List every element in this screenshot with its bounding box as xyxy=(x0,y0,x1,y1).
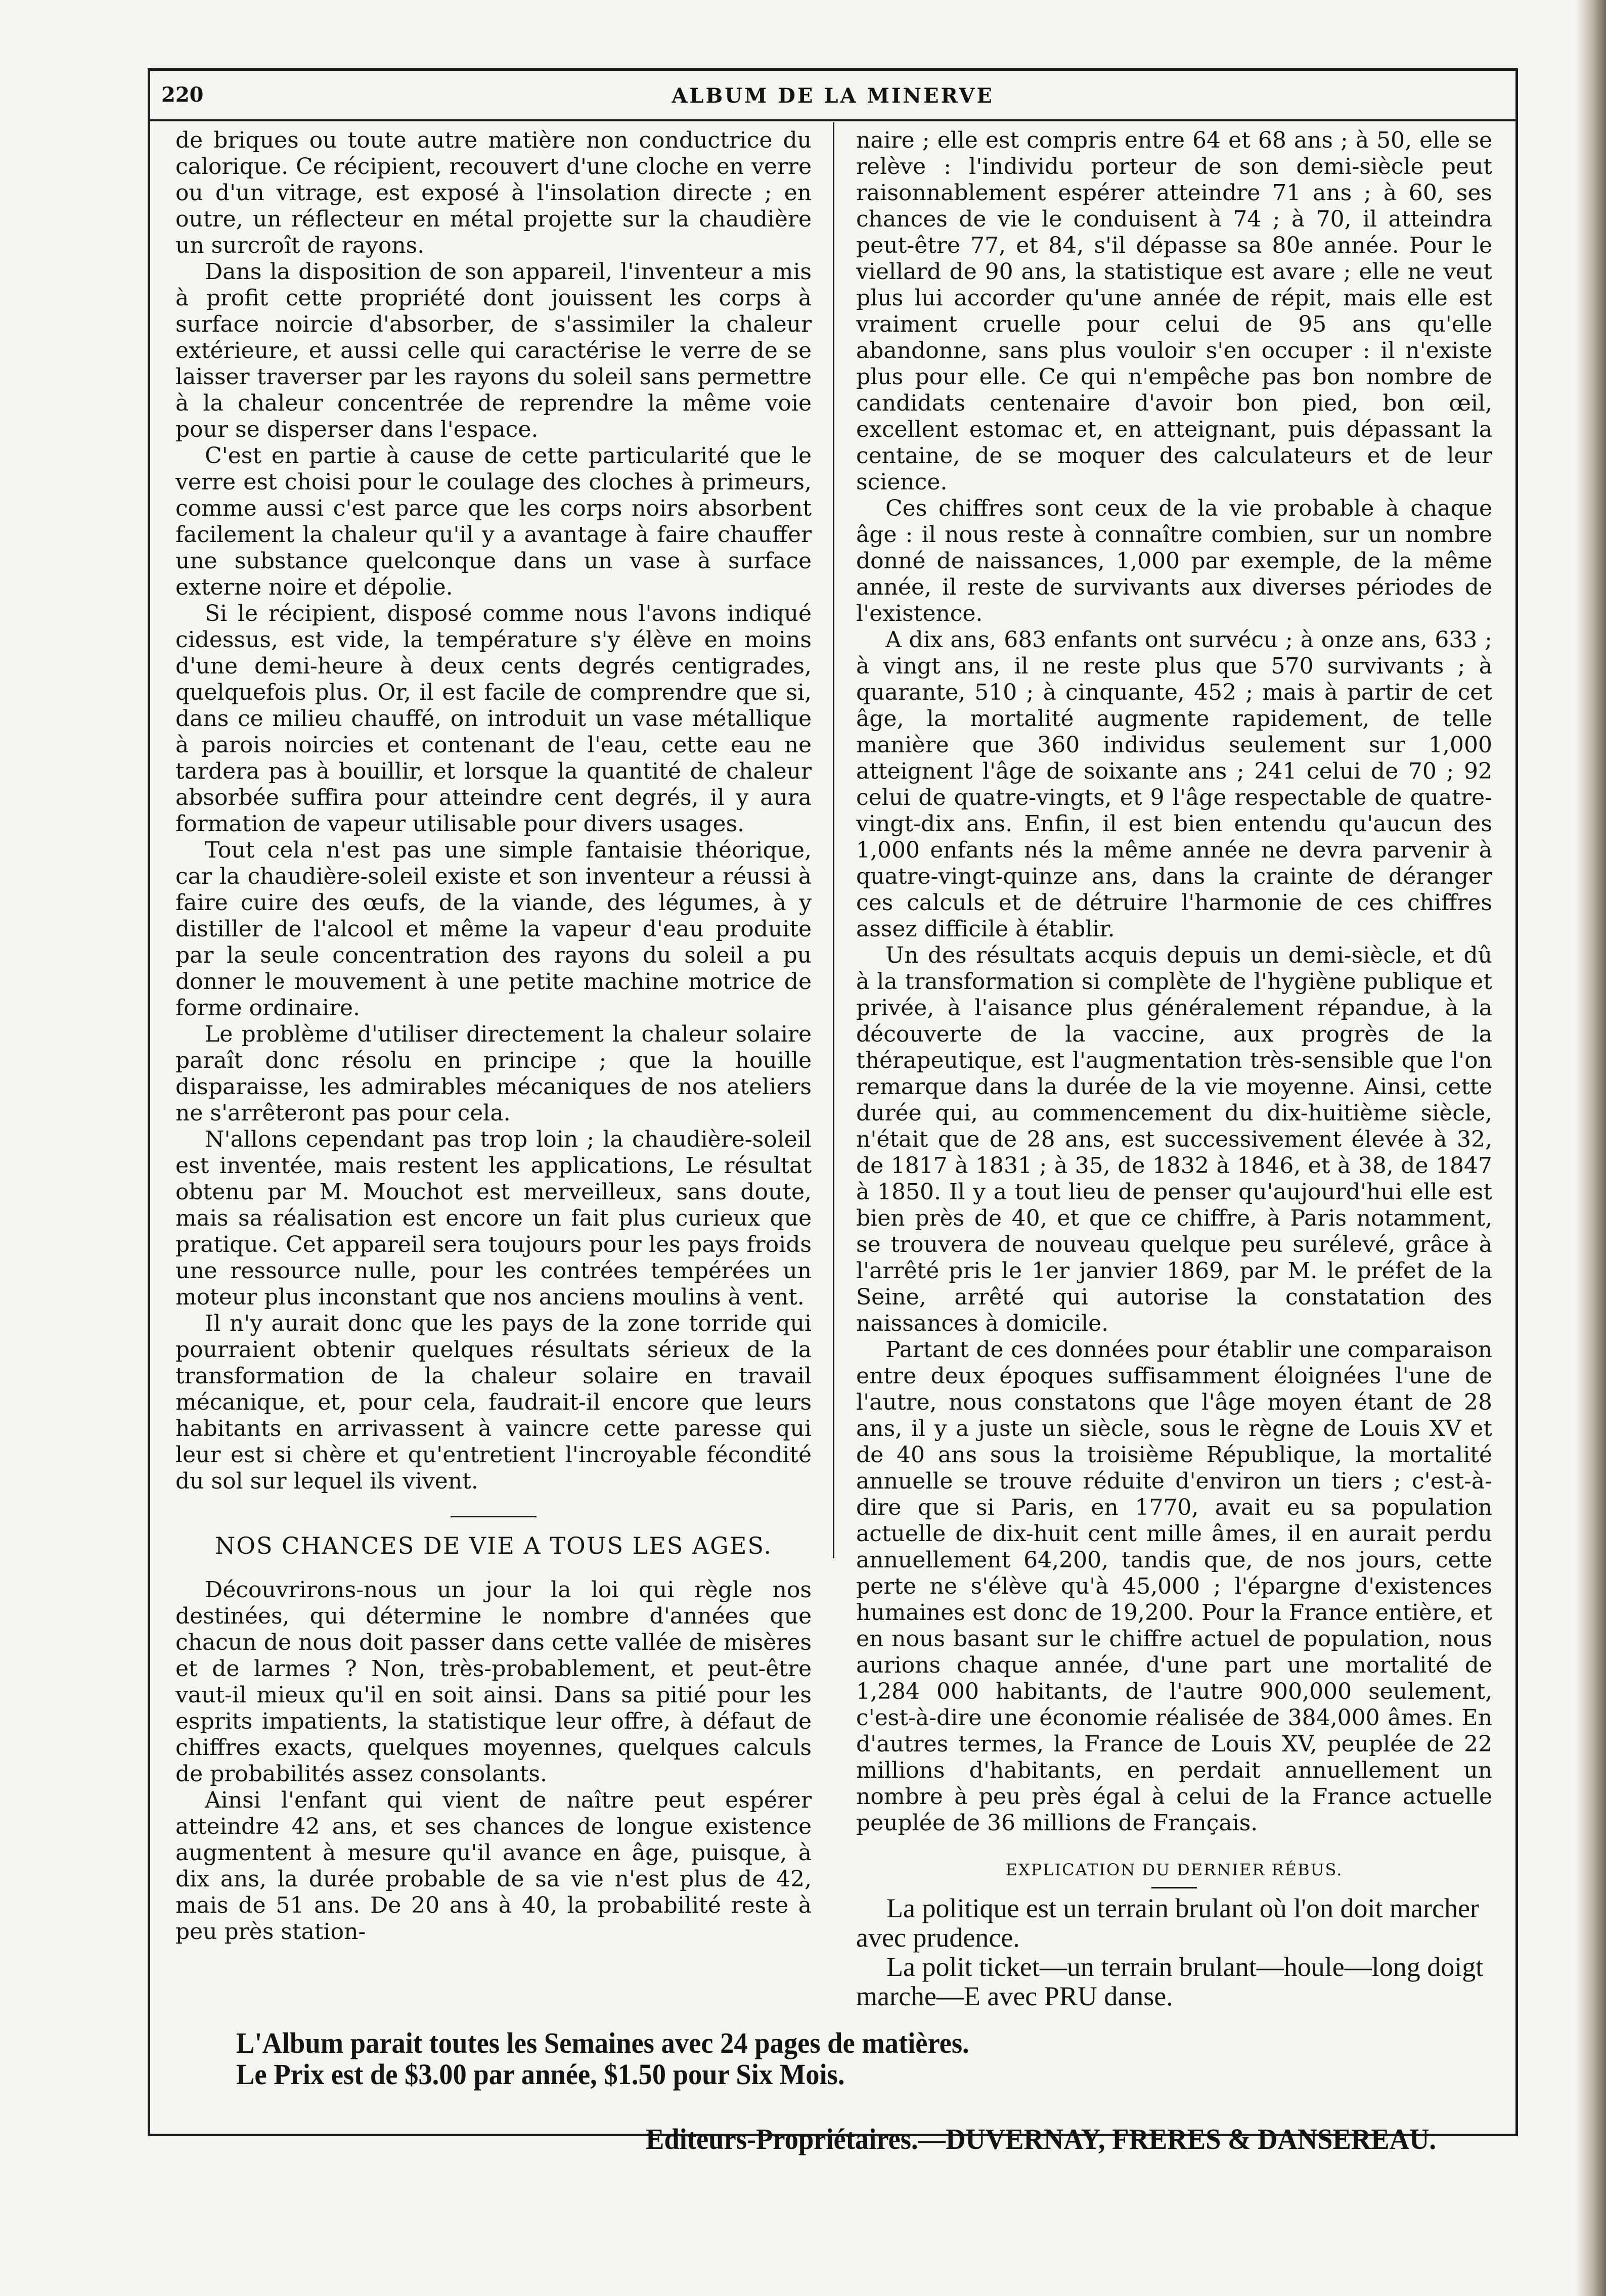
paragraph: Si le récipient, disposé comme nous l'avons indiqué cidessus, est vide, la température s'y élève en moins d'une demi-heure à deux cents degrés centigrades, quelquefois plus. Or, il est facile de comprendre que si, dans ce milieu chauffé, on introduit un vase métallique à parois noircies et contenant de l'eau, cette eau ne tardera pas à bouillir, et lorsque la quantité de chaleur absorbée suffira pour atteindre cent degrés, il y aura formation de vapeur utilisable pour divers usages. xyxy=(175,601,812,837)
paragraph: Partant de ces données pour établir une comparaison entre deux époques suffisamment éloignées l'une de l'autre, nous constatons que l'âge moyen étant de 28 ans, il y a juste un siècle, sous le règne de Louis XV et de 40 ans sous la troisième République, la mortalité annuelle se trouve réduite d'environ un tiers ; c'est-à-dire que si Paris, en 1770, avait eu sa population actuelle de dix-huit cent mille âmes, il en aurait perdu annuellement 64,200, tandis que, de nos jours, cette perte ne s'élève qu'à 45,000 ; l'épargne d'existences humaines est donc de 19,200. Pour la France entière, et en nous basant sur le chiffre actuel de population, nous aurions chaque année, d'une part une mortalité de 1,284 000 habitants, de l'autre 900,000 seulement, c'est-à-dire une économie réalisée de 384,000 âmes. En d'autres termes, la France de Louis XV, peuplée de 22 millions d'habitants, en perdait annuellement un nombre à peu près égal à celui de la France actuelle peuplée de 36 millions de Français. xyxy=(856,1337,1492,1836)
rebus-separator xyxy=(1151,1887,1197,1888)
rebus-answer xyxy=(856,1894,1492,2011)
paragraph: naire ; elle est compris entre 64 et 68 ans ; à 50, elle se relève : l'individu porteur de son demi-siècle peut raisonnablement espérer atteindre 71 ans ; à 60, ses chances de vie le conduisent à 74 ; à 70, il atteindra peut-être 77, et 84, s'il dépasse sa 80e année. Pour le viellard de 90 ans, la statistique est avare ; elle ne veut plus lui accorder qu'une année de répit, mais elle est vraiment cruelle pour celui de 95 ans qu'elle abandonne, sans plus vouloir s'en occuper : il n'existe plus pour elle. Ce qui n'empêche pas bon nombre de candidats centenaire d'avoir bon pied, bon œil, excellent estomac et, en atteignant, puis dépassant la centaine, de se moquer des calculateurs et de leur science. xyxy=(856,127,1492,495)
section-title: NOS CHANCES DE VIE A TOUS LES AGES. xyxy=(215,1532,772,1559)
paragraph: Découvrirons-nous un jour la loi qui règle nos destinées, qui détermine le nombre d'années que chacun de nous doit passer dans cette vallée de misères et de larmes ? Non, très-probablement, et peut-être vaut-il mieux qu'il en soit ainsi. Dans sa pitié pour les esprits impatients, la statistique leur offre, à défaut de chiffres exacts, quelques moyennes, quelques calculs de probabilités assez consolants. xyxy=(175,1577,812,1787)
paragraph: Un des résultats acquis depuis un demi-siècle, et dû à la transformation si complète de l'hygiène publique et privée, à l'aisance plus généralement répandue, à la découverte de la vaccine, aux progrès de la thérapeutique, est l'augmentation très-sensible que l'on remarque dans la durée de la vie moyenne. Ainsi, cette durée qui, au commencement du dix-huitième siècle, n'était que de 28 ans, est successivement élevée à 32, de 1817 à 1831 ; à 35, de 1832 à 1846, et à 38, de 1847 à 1850. Il y a tout lieu de penser qu'aujourd'hui elle est bien près de 40, et que ce chiffre, à Paris notamment, se trouvera de nouveau quelque peu surélevé, grâce à l'arrêté pris le 1er janvier 1869, par M. le préfet de la Seine, arrêté qui autorise la constatation des naissances à domicile. xyxy=(856,942,1492,1336)
page-frame xyxy=(148,68,1518,2155)
rebus-line: La polit ticket—un terrain brulant—houle—long doigt marche—E avec PRU danse. xyxy=(856,1952,1484,2011)
publishers-line: Editeurs-Propriétaires.—DUVERNAY, FRERES & DANSEREAU. xyxy=(646,2123,1436,2155)
paragraph: A dix ans, 683 enfants ont survécu ; à onze ans, 633 ; à vingt ans, il ne reste plus que 570 survivants ; à quarante, 510 ; à cinquante, 452 ; mais à partir de cet âge, la mortalité augmente rapidement, de telle manière que 360 individus seulement sur 1,000 atteignent l'âge de soixante ans ; 241 celui de 70 ; 92 celui de quatre-vingts, et 9 l'âge respectable de quatre-vingt-dix ans. Enfin, il est bien entendu qu'aucun des 1,000 enfants nés la même année ne devra parvenir à quatre-vingt-quinze ans, dans la crainte de déranger ces calculs et de détruire l'harmonie de ces chiffres assez difficile à établir. xyxy=(856,627,1492,942)
paragraph: Il n'y aurait donc que les pays de la zone torride qui pourraient obtenir quelques résultats sérieux de la transformation de la chaleur solaire en travail mécanique, et, pour cela, faudrait-il encore que leurs habitants en arrivassent à vaincre cette paresse qui leur est si chère et qu'entretient l'incroyable fécondité du sol sur lequel ils vivent. xyxy=(175,1311,812,1494)
column-divider xyxy=(833,122,834,1558)
paragraph: C'est en partie à cause de cette particularité que le verre est choisi pour le coulage des cloches à primeurs, comme aussi c'est parce que les corps noirs absorbent facilement la chaleur qu'il y a avantage à faire chauffer une substance quelconque dans un vase à surface externe noire et dépolie. xyxy=(175,443,812,600)
right-column xyxy=(856,127,1492,2011)
paragraph: de briques ou toute autre matière non conductrice du calorique. Ce récipient, recouvert d'une cloche en verre ou d'un vitrage, est exposé à l'insolation directe ; en outre, un réflecteur en métal projette sur la chaudière un surcroît de rayons. xyxy=(175,127,812,258)
rebus-title: EXPLICATION DU DERNIER RÉBUS. xyxy=(1005,1860,1343,1879)
section-separator xyxy=(451,1516,537,1517)
paragraph: Tout cela n'est pas une simple fantaisie théorique, car la chaudière-soleil existe et son inventeur a réussi à faire cuire des œufs, de la viande, des légumes, à y distiller de l'alcool et même la vapeur d'eau produite par la seule concentration des rayons du soleil a pu donner le mouvement à une petite machine motrice de forme ordinaire. xyxy=(175,837,812,1021)
notice-line: Le Prix est de $3.00 par année, $1.50 pour Six Mois. xyxy=(236,2058,845,2091)
journal-title: ALBUM DE LA MINERVE xyxy=(672,84,994,108)
rebus-line: La politique est un terrain brulant où l'on doit marcher avec prudence. xyxy=(856,1893,1479,1953)
paragraph: Le problème d'utiliser directement la chaleur solaire paraît donc résolu en principe ; que la houille disparaisse, les admirables mécaniques de nos ateliers ne s'arrêteront pas pour cela. xyxy=(175,1021,812,1126)
running-head xyxy=(150,71,1515,121)
page-edge-shadow xyxy=(1576,0,1606,2296)
paragraph: Dans la disposition de son appareil, l'inventeur a mis à profit cette propriété dont jouissent les corps à surface noircie d'absorber, de s'assimiler la chaleur extérieure, et aussi celle qui caractérise le verre de se laisser traverser par les rayons du soleil sans permettre à la chaleur concentrée de reprendre la même voie pour se disperser dans l'espace. xyxy=(175,259,812,442)
notice-line: L'Album parait toutes les Semaines avec 24 pages de matières. xyxy=(236,2027,969,2059)
paragraph: Ainsi l'enfant qui vient de naître peut espérer atteindre 42 ans, et ses chances de longue existence augmentent à mesure qu'il avance en âge, puisque, à dix ans, la durée probable de sa vie n'est plus de 42, mais de 51 ans. De 20 ans à 40, la probabilité reste à peu près station- xyxy=(175,1787,812,1945)
left-column xyxy=(175,127,812,1945)
subscription-notice xyxy=(236,2028,1329,2090)
page-number: 220 xyxy=(161,83,204,107)
paragraph: Ces chiffres sont ceux de la vie probable à chaque âge : il nous reste à connaître combien, sur un nombre donné de naissances, 1,000 par exemple, de la même année, il reste de survivants aux diverses périodes de l'existence. xyxy=(856,496,1492,626)
paragraph: N'allons cependant pas trop loin ; la chaudière-soleil est inventée, mais restent les applications, Le résultat obtenu par M. Mouchot est merveilleux, sans doute, mais sa réalisation est encore un fait plus curieux que pratique. Cet appareil sera toujours pour les pays froids une ressource nulle, pour les contrées tempérées un moteur plus inconstant que nos anciens moulins à vent. xyxy=(175,1127,812,1310)
